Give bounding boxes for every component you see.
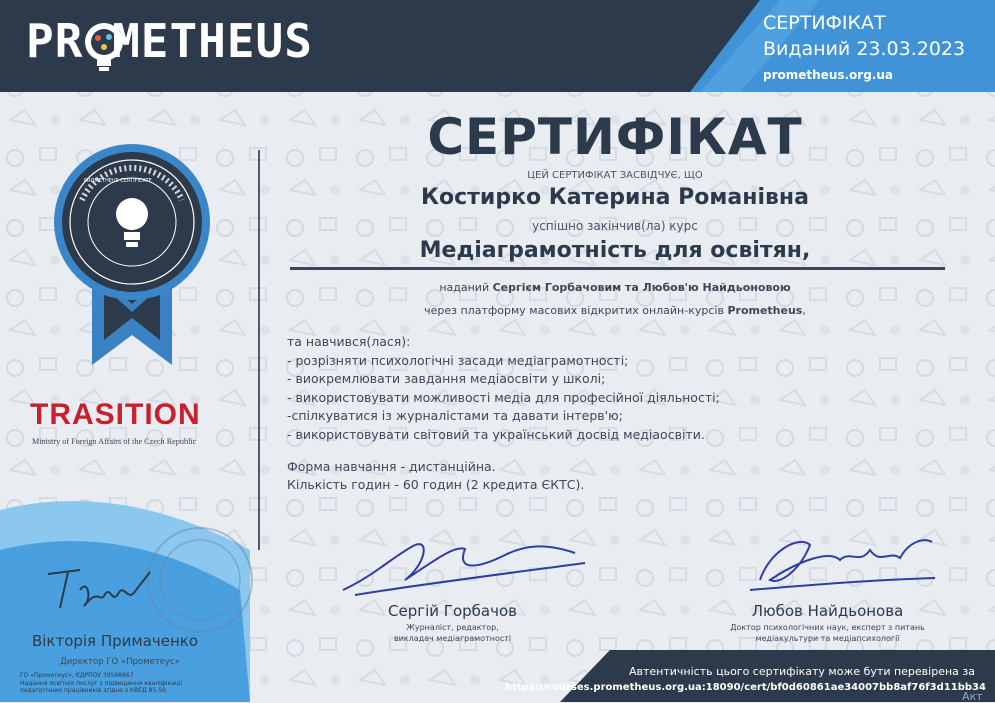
director-legal [20, 672, 240, 695]
skills-block [287, 333, 887, 444]
instructor2-role [690, 622, 965, 644]
study-hours: Кількість годин - 60 годин (2 кредита ЄКТС). [287, 477, 585, 492]
completed-text: успішно закінчив(ла) курс [532, 219, 698, 233]
instructor2-name: Любов Найдьонова [751, 602, 904, 620]
gorbachov-signature [335, 535, 595, 605]
role-line: викладач медіаграмотності [393, 634, 512, 643]
skill-item: - використовувати світовий та український досвід медіаосвіти. [287, 426, 705, 442]
verify-text: Автентичність цього сертифікату може бути перевірена за [628, 665, 975, 678]
skill-item: - використовувати можливості медіа для професійної діяльності; [287, 389, 720, 405]
partner-subtitle: Ministry of Foreign Affairs of the Czech Republic [32, 437, 197, 446]
instructor1-name: Сергій Горбачов [388, 602, 517, 620]
partner-logo: TRASITION [30, 398, 201, 431]
brand-wordmark: PR METHEUS [26, 14, 313, 68]
attest-text: ЦЕЙ СЕРТИФІКАТ ЗАСВІДЧУЄ, ЩО [527, 170, 703, 181]
issued-date: Виданий 23.03.2023 [763, 38, 966, 60]
naidonova-signature [740, 530, 940, 600]
study-form: Форма навчання - дистанційна. [287, 459, 496, 474]
skill-item: - виокремлювати завдання медіаосвіти у школі; [287, 371, 606, 386]
verification-block [505, 665, 986, 693]
certificate-badge [52, 140, 212, 370]
badge-ring-text: PROMETHEUS CERTIFICATE [84, 178, 152, 184]
provided-by [280, 281, 950, 294]
course-title: Медіаграмотність для освітян, [419, 238, 811, 263]
site-link[interactable]: prometheus.org.ua [763, 68, 894, 82]
platform-name: Prometheus [727, 304, 803, 317]
skill-item: -спілкуватися із журналістами та давати інтерв'ю; [287, 408, 623, 423]
corner-text: Акт [962, 690, 983, 703]
director-signature [40, 560, 170, 620]
certificate-title: СЕРТИФІКАТ [427, 108, 803, 166]
course-underline [290, 267, 945, 270]
platform-suffix: , [802, 304, 806, 317]
role-line: Доктор психологічних наук, експерт з питань [730, 623, 925, 632]
director-name: Вікторія Примаченко [31, 632, 199, 650]
provided-prefix: наданий [439, 281, 493, 294]
platform-line [280, 304, 950, 317]
verify-url-link[interactable]: https://courses.prometheus.org.ua:18090/cert/bf0d60861ae34007bb8af76f3d11bb34 [505, 682, 986, 693]
role-line: Журналіст, редактор, [406, 623, 499, 632]
legal-line: Надання освітніх послуг з підвищення кваліфікації [20, 679, 183, 687]
header-doc-type: СЕРТИФІКАТ [763, 12, 886, 34]
legal-line: ГО «Прометеус», ЄДРПОУ 39598667 [20, 672, 134, 679]
role-line: медіакультури та медіапсихології [755, 634, 900, 643]
director-role: Директор ГО «Прометеус» [60, 657, 180, 667]
legal-line: педагогічних працівників згідно з КВЕД 85.59. [20, 687, 168, 694]
skill-item: - розрізняти психологічні засади медіаграмотності; [287, 352, 629, 368]
student-name: Костирко Катерина Романівна [421, 185, 809, 210]
provided-authors: Сергієм Горбачовим та Любов'ю Найдьоновою [492, 281, 791, 294]
skills-intro: та навчився(лася): [287, 334, 411, 349]
instructor1-role [345, 622, 560, 644]
study-details [287, 458, 887, 494]
platform-prefix: через платформу масових відкритих онлайн-курсів [424, 304, 728, 317]
